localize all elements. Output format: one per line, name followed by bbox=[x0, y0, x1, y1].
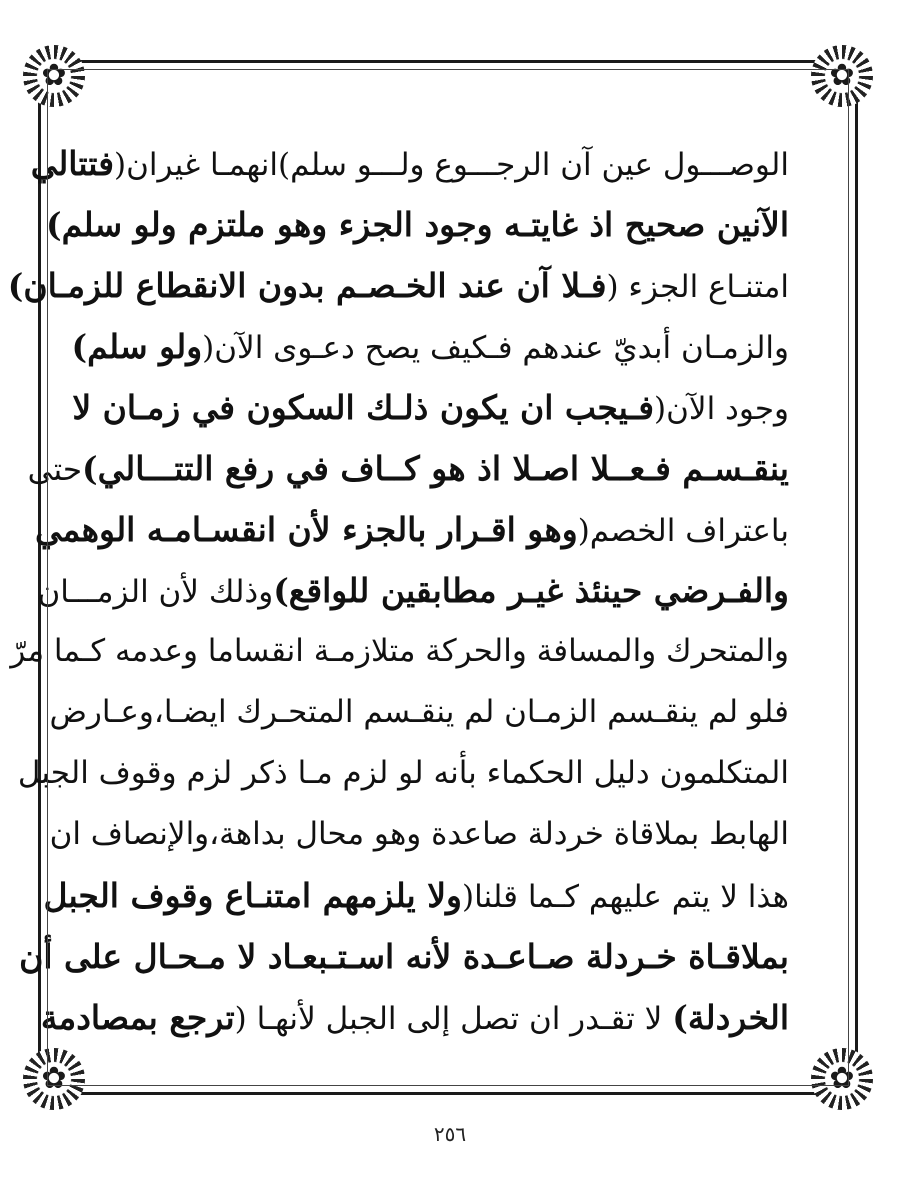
text-segment: وذلك لأن الزمـــان bbox=[37, 574, 274, 610]
text-line bbox=[37, 560, 789, 621]
bold-text-segment: ينقـسـم فـعــلا اصـلا اذ هو كــاف في رفع التتـــالي) bbox=[82, 449, 789, 488]
text-segment: امتنـاع الجزء ( bbox=[606, 269, 789, 305]
corner-ornament-icon: ✿ bbox=[23, 45, 85, 107]
corner-ornament-icon: ✿ bbox=[811, 1048, 873, 1110]
text-line bbox=[17, 743, 789, 804]
corner-ornament-icon: ✿ bbox=[23, 1048, 85, 1110]
bold-text-segment: فتتالي bbox=[30, 144, 115, 183]
text-line bbox=[45, 194, 789, 255]
text-line bbox=[43, 865, 789, 926]
text-segment: الهابط بملاقاة خردلة صاعدة وهو محال بداهة،والإنصاف ان bbox=[49, 816, 789, 852]
bold-text-segment: ترجع بمصادمة bbox=[40, 998, 235, 1037]
text-line bbox=[7, 255, 789, 316]
text-segment: باعتراف الخصم( bbox=[577, 513, 789, 549]
bold-text-segment: ولا يلزمهم امتنـاع وقوف الجبل bbox=[43, 876, 462, 915]
text-segment: والزمـان أبديّ عندهم فـكيف يصح دعـوى الآن( bbox=[202, 330, 789, 366]
text-line bbox=[71, 316, 789, 377]
text-segment: هذا لا يتم عليهم كـما قلنا( bbox=[461, 879, 789, 915]
text-segment: والمتحرك والمسافة والحركة متلازمـة انقساما وعدمه كـما مرّ bbox=[10, 633, 789, 669]
bold-text-segment: والفـرضي حينئذ غيـر مطابقين للواقع) bbox=[273, 571, 789, 610]
text-segment: وجود الآن( bbox=[654, 391, 789, 427]
corner-ornament-icon: ✿ bbox=[811, 45, 873, 107]
bold-text-segment: فـلا آن عند الخـصـم بدون الانقطاع للزمـان) bbox=[7, 266, 607, 305]
text-line bbox=[27, 438, 789, 499]
text-segment: حتى bbox=[27, 452, 83, 488]
bold-text-segment: فـيجب ان يكون ذلـك السكون في زمـان لا bbox=[72, 388, 655, 427]
bold-text-segment: الخردلة) bbox=[672, 998, 789, 1037]
text-line bbox=[10, 621, 789, 682]
text-line bbox=[72, 377, 789, 438]
text-segment: فلو لم ينقـسم الزمـان لم ينقـسم المتحـرك ايضـا،وعـارض bbox=[49, 694, 789, 730]
body-text bbox=[7, 133, 789, 1048]
bold-text-segment: ولو سلم) bbox=[71, 327, 203, 366]
text-line bbox=[49, 804, 789, 865]
bold-text-segment: وهو اقـرار بالجزء لأن انقسـامـه الوهمي bbox=[35, 510, 578, 549]
text-line bbox=[35, 499, 789, 560]
text-segment: الوصـــول عين آن الرجـــوع ولـــو سلم)انهمـا غيران( bbox=[114, 147, 789, 183]
text-line bbox=[30, 133, 789, 194]
page-number: ٢٥٦ bbox=[433, 1122, 467, 1146]
bold-text-segment: الآنين صحيح اذ غايتـه وجود الجزء وهو ملتزم ولو سلم) bbox=[45, 205, 789, 244]
text-segment: لا تقـدر ان تصل إلى الجبل لأنهـا ( bbox=[234, 1001, 673, 1037]
bold-text-segment: بملاقـاة خـردلة صـاعـدة لأنه اسـتـبعـاد لا مـحـال على أن bbox=[19, 937, 789, 976]
text-line bbox=[40, 987, 789, 1048]
page-border-frame bbox=[7, 58, 858, 1096]
text-line bbox=[49, 682, 789, 743]
text-line bbox=[19, 926, 789, 987]
text-segment: المتكلمون دليل الحكماء بأنه لو لزم مـا ذكر لزم وقوف الجبل bbox=[17, 755, 789, 791]
